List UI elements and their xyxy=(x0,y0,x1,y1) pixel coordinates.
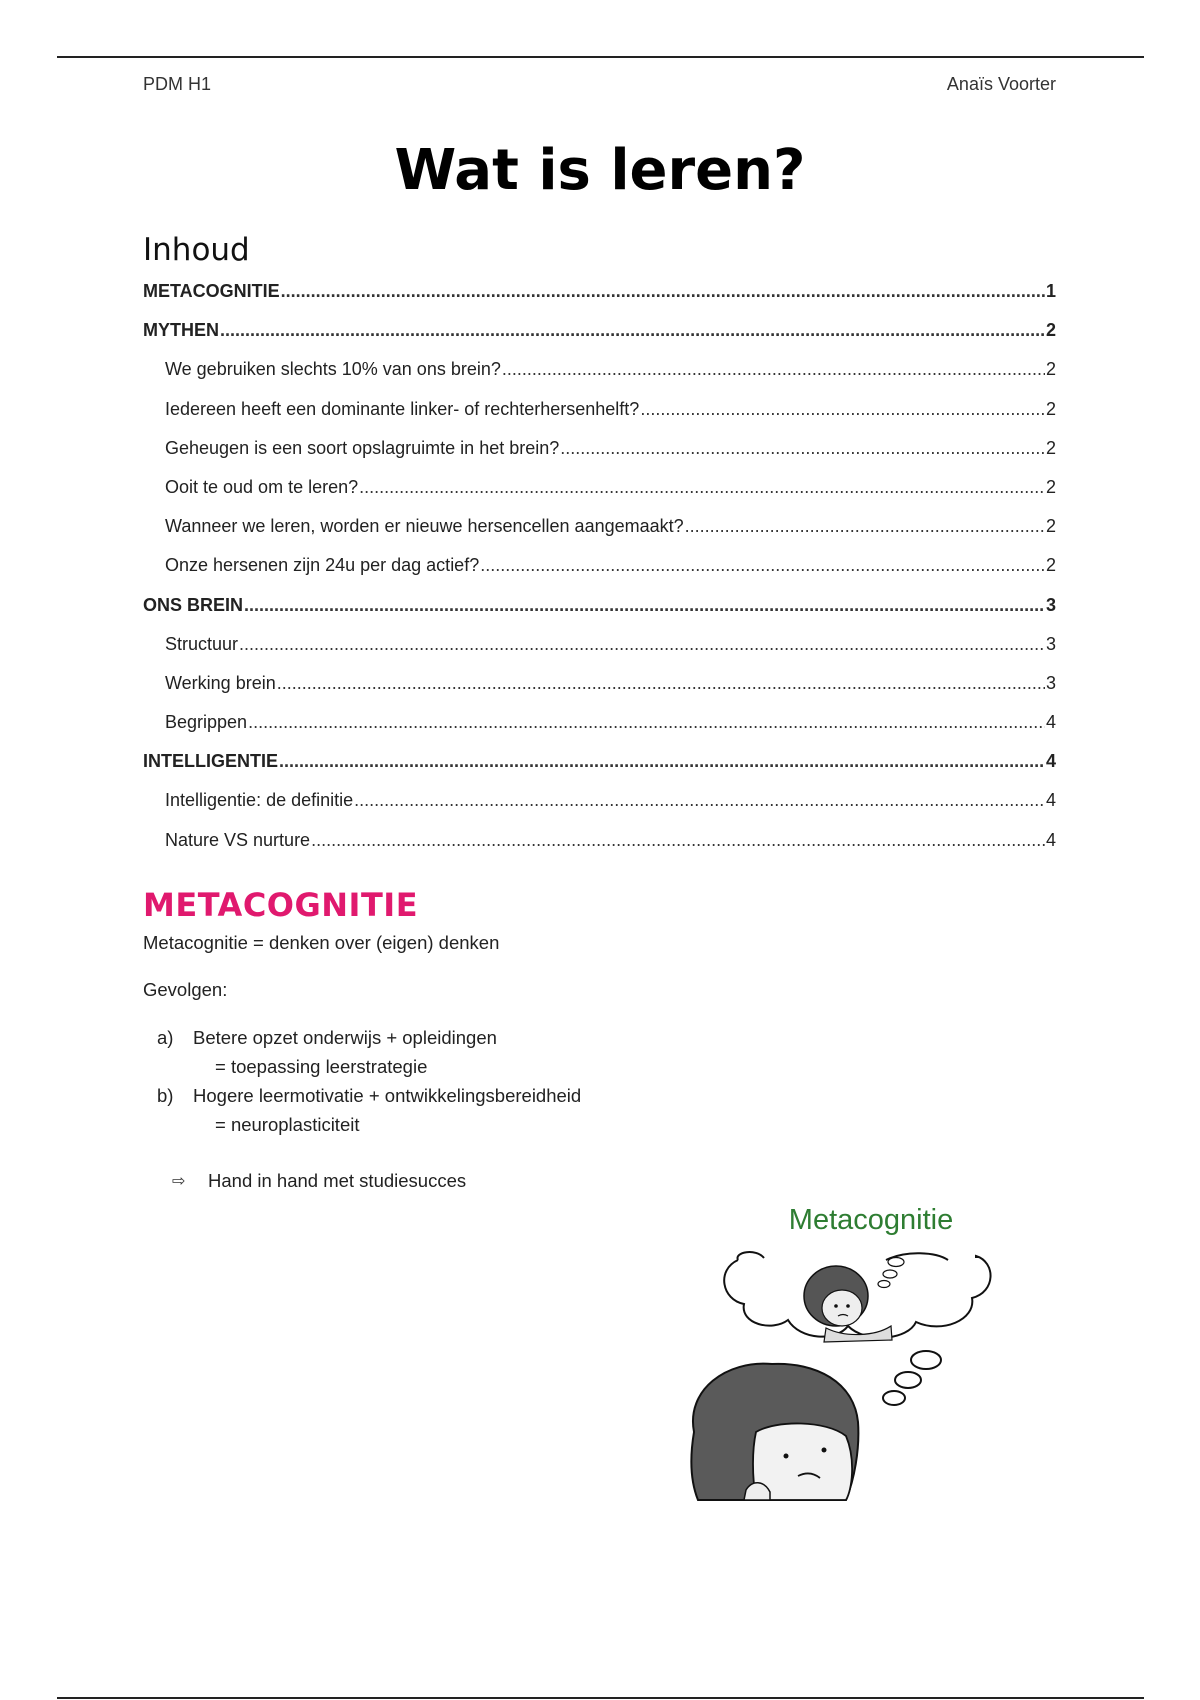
toc-entry-page: 4 xyxy=(1045,829,1056,850)
toc-entry[interactable] xyxy=(143,712,1056,751)
toc-entry[interactable] xyxy=(143,399,1056,438)
toc-leader xyxy=(248,712,1045,733)
header-course: PDM H1 xyxy=(143,74,212,94)
list-marker: b) xyxy=(157,1084,174,1106)
toc-entry-label: Onze hersenen zijn 24u per dag actief? xyxy=(165,555,480,576)
arrow-right-icon: ⇨ xyxy=(172,1173,186,1190)
toc-entry-page: 2 xyxy=(1045,320,1056,341)
toc-entry-label: Geheugen is een soort opslagruimte in het brein? xyxy=(165,437,560,458)
header-author: Anaïs Voorter xyxy=(946,74,1056,94)
toc-entry-label: Werking brein xyxy=(165,672,276,693)
toc-entry[interactable] xyxy=(143,634,1056,673)
toc-entry-page: 2 xyxy=(1045,359,1056,380)
toc-entry-page: 4 xyxy=(1045,712,1056,733)
toc-entry[interactable] xyxy=(143,595,1056,634)
section-heading-metacognitie: METACOGNITIE xyxy=(143,886,419,924)
arrow-bullet xyxy=(172,1170,466,1192)
toc-leader xyxy=(281,281,1045,302)
toc-entry[interactable] xyxy=(143,320,1056,359)
toc-entry[interactable] xyxy=(143,359,1056,398)
toc-leader xyxy=(277,673,1045,694)
toc-leader xyxy=(685,516,1045,537)
header-rule xyxy=(57,56,1144,58)
toc-entry-label: Begrippen xyxy=(165,712,248,733)
toc-leader xyxy=(239,634,1045,655)
toc-leader xyxy=(480,555,1045,576)
toc-entry-label: Structuur xyxy=(165,633,239,654)
toc-entry-page: 1 xyxy=(1045,281,1056,301)
toc-heading: Inhoud xyxy=(143,232,250,268)
toc-entry[interactable] xyxy=(143,830,1056,869)
toc-leader xyxy=(640,399,1045,420)
toc-entry-label: Intelligentie: de definitie xyxy=(165,790,354,811)
toc-entry-label: Wanneer we leren, worden er nieuwe hersencellen aangemaakt? xyxy=(165,516,684,537)
toc-entry-page: 4 xyxy=(1045,751,1056,772)
toc-entry[interactable] xyxy=(143,555,1056,594)
toc-entry-page: 2 xyxy=(1045,555,1056,576)
page-header xyxy=(143,74,1056,95)
toc-entry[interactable] xyxy=(143,790,1056,829)
table-of-contents xyxy=(143,281,1056,869)
toc-leader xyxy=(279,751,1045,772)
list-item-sub: = neuroplasticiteit xyxy=(215,1113,360,1135)
toc-entry-label: Ooit te oud om te leren? xyxy=(165,476,359,497)
metacognitie-illustration xyxy=(686,1200,1056,1520)
list-item-text: Betere opzet onderwijs + opleidingen xyxy=(193,1026,497,1048)
gevolgen-list xyxy=(157,1023,581,1139)
list-item xyxy=(157,1023,581,1052)
toc-entry-page: 4 xyxy=(1045,790,1056,811)
toc-entry-page: 2 xyxy=(1045,398,1056,419)
toc-entry-label: Nature VS nurture xyxy=(165,829,311,850)
toc-entry[interactable] xyxy=(143,751,1056,790)
toc-entry[interactable] xyxy=(143,281,1056,320)
toc-entry-page: 3 xyxy=(1045,594,1056,615)
thinking-child-illustration-icon xyxy=(686,1200,1056,1520)
list-marker: a) xyxy=(157,1026,174,1048)
gevolgen-label: Gevolgen: xyxy=(143,979,228,1000)
toc-entry[interactable] xyxy=(143,477,1056,516)
toc-leader xyxy=(311,830,1045,851)
toc-entry-page: 2 xyxy=(1045,476,1056,497)
toc-entry-page: 3 xyxy=(1045,672,1056,693)
toc-entry-page: 2 xyxy=(1045,437,1056,458)
toc-leader xyxy=(354,790,1045,811)
toc-leader xyxy=(220,320,1045,341)
toc-entry[interactable] xyxy=(143,673,1056,712)
toc-entry-label: We gebruiken slechts 10% van ons brein? xyxy=(165,359,501,380)
toc-entry[interactable] xyxy=(143,516,1056,555)
footer-rule xyxy=(57,1697,1144,1699)
definition-text: Metacognitie = denken over (eigen) denken xyxy=(143,932,500,953)
toc-leader xyxy=(502,359,1045,380)
list-item-text: Hogere leermotivatie + ontwikkelingsbereidheid xyxy=(193,1084,582,1106)
arrow-text: Hand in hand met studiesucces xyxy=(208,1170,467,1191)
list-item-sub: = toepassing leerstrategie xyxy=(215,1055,428,1077)
toc-entry-label: INTELLIGENTIE xyxy=(143,751,278,772)
toc-entry-label: MYTHEN xyxy=(143,320,219,341)
illustration-title: Metacognitie xyxy=(788,1204,954,1236)
toc-entry-label: Iedereen heeft een dominante linker- of rechterhersenhelft? xyxy=(165,398,640,419)
list-item xyxy=(157,1081,581,1110)
toc-entry-label: METACOGNITIE xyxy=(143,281,280,301)
toc-entry[interactable] xyxy=(143,438,1056,477)
toc-entry-page: 3 xyxy=(1045,633,1056,654)
toc-entry-label: ONS BREIN xyxy=(143,594,244,615)
toc-entry-page: 2 xyxy=(1045,516,1056,537)
document-title: Wat is leren? xyxy=(394,138,806,203)
toc-leader xyxy=(244,595,1045,616)
toc-leader xyxy=(560,438,1045,459)
toc-leader xyxy=(359,477,1045,498)
